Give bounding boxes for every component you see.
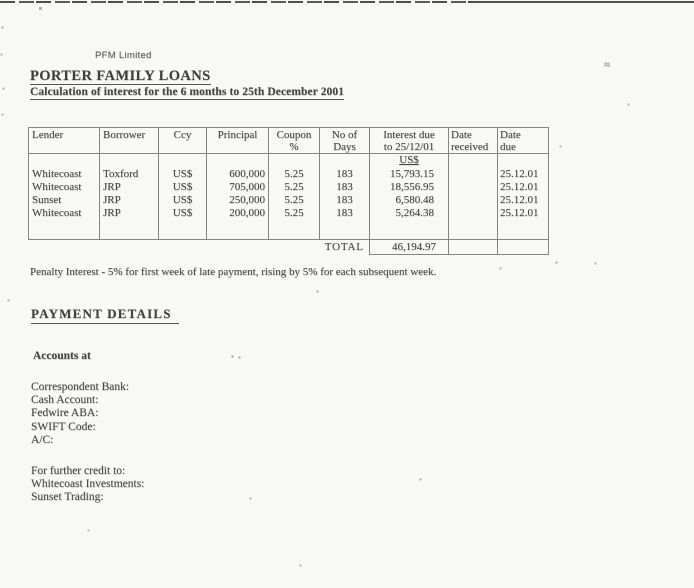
company-name: PFM Limited <box>95 50 152 61</box>
accounts-at-label: Accounts at <box>33 350 91 362</box>
scan-top-edge-artifact-solid <box>480 1 694 3</box>
column-header-lender: Lender <box>29 128 100 154</box>
cell-coupon: 5.25 <box>269 194 320 207</box>
total-value: 46,194.97 <box>370 240 449 255</box>
cell-days: 183 <box>320 168 370 181</box>
total-row-date-received-cell <box>449 240 498 255</box>
cell-days: 183 <box>320 181 370 194</box>
cell-date-received <box>449 207 498 220</box>
penalty-interest-note: Penalty Interest - 5% for first week of late payment, rising by 5% for each subsequent week. <box>30 266 437 278</box>
cell-borrower: JRP <box>100 181 159 194</box>
total-row <box>29 240 549 255</box>
cell-date-due: 25.12.01 <box>498 194 549 207</box>
table-spacer-row <box>29 220 549 240</box>
table-row <box>29 194 549 207</box>
total-row-date-due-cell <box>498 240 549 255</box>
cell-coupon: 5.25 <box>269 207 320 220</box>
cell-lender: Sunset <box>29 194 100 207</box>
table-row <box>29 168 549 181</box>
cell-borrower: JRP <box>100 194 159 207</box>
credit-entity-whitecoast: Whitecoast Investments: <box>31 478 145 491</box>
cell-principal: 200,000 <box>207 207 269 220</box>
account-fields-block <box>31 381 129 447</box>
cell-borrower: Toxford <box>100 168 159 181</box>
cell-lender: Whitecoast <box>29 207 100 220</box>
cell-principal: 250,000 <box>207 194 269 207</box>
total-label: TOTAL <box>324 241 364 254</box>
cell-date-received <box>449 194 498 207</box>
field-fedwire-aba: Fedwire ABA: <box>31 407 99 420</box>
cell-days: 183 <box>320 207 370 220</box>
field-correspondent-bank: Correspondent Bank: <box>31 381 130 393</box>
page-title: PORTER FAMILY LOANS <box>30 68 211 84</box>
field-account-number: A/C: <box>31 433 54 446</box>
cell-date-received <box>449 168 498 181</box>
document-subtitle: Calculation of interest for the 6 months to 25th December 2001 <box>30 86 345 98</box>
field-swift-code: SWIFT Code: <box>31 420 96 433</box>
column-header-ccy: Ccy <box>159 128 207 154</box>
payment-details-heading: PAYMENT DETAILS <box>31 306 179 322</box>
cell-date-due: 25.12.01 <box>498 168 549 181</box>
table-row <box>29 207 549 220</box>
table-header-row <box>29 128 549 154</box>
column-header-days: No of Days <box>320 128 370 154</box>
cell-ccy: US$ <box>159 207 207 220</box>
table-row <box>29 181 549 194</box>
cell-date-due: 25.12.01 <box>498 181 549 194</box>
further-credit-block <box>31 465 144 505</box>
column-header-coupon: Coupon % <box>269 128 320 154</box>
scan-noise-speckles <box>0 0 1 1</box>
currency-subheader-row <box>29 154 549 168</box>
cell-principal: 705,000 <box>207 181 269 194</box>
cell-interest: 15,793.15 <box>370 168 449 181</box>
column-header-borrower: Borrower <box>100 128 159 154</box>
credit-entity-sunset: Sunset Trading: <box>31 491 104 504</box>
further-credit-label: For further credit to: <box>31 465 126 477</box>
cell-ccy: US$ <box>159 168 207 181</box>
column-header-date-received: Date received <box>449 128 498 154</box>
cell-borrower: JRP <box>100 207 159 220</box>
column-header-date-due: Date due <box>498 128 549 154</box>
cell-date-received <box>449 181 498 194</box>
cell-interest: 5,264.38 <box>370 207 449 220</box>
loan-interest-table <box>28 127 549 255</box>
field-cash-account: Cash Account: <box>31 394 99 407</box>
cell-interest: 18,556.95 <box>370 181 449 194</box>
cell-ccy: US$ <box>159 194 207 207</box>
column-header-principal: Principal <box>207 128 269 154</box>
cell-days: 183 <box>320 194 370 207</box>
cell-ccy: US$ <box>159 181 207 194</box>
currency-subheader: US$ <box>370 154 449 168</box>
cell-coupon: 5.25 <box>269 181 320 194</box>
cell-coupon: 5.25 <box>269 168 320 181</box>
cell-lender: Whitecoast <box>29 181 100 194</box>
column-header-interest-due: Interest due to 25/12/01 <box>370 128 449 154</box>
scan-smudge-mark: ≈ <box>604 59 610 71</box>
cell-principal: 600,000 <box>207 168 269 181</box>
cell-interest: 6,580.48 <box>370 194 449 207</box>
cell-lender: Whitecoast <box>29 168 100 181</box>
cell-date-due: 25.12.01 <box>498 207 549 220</box>
